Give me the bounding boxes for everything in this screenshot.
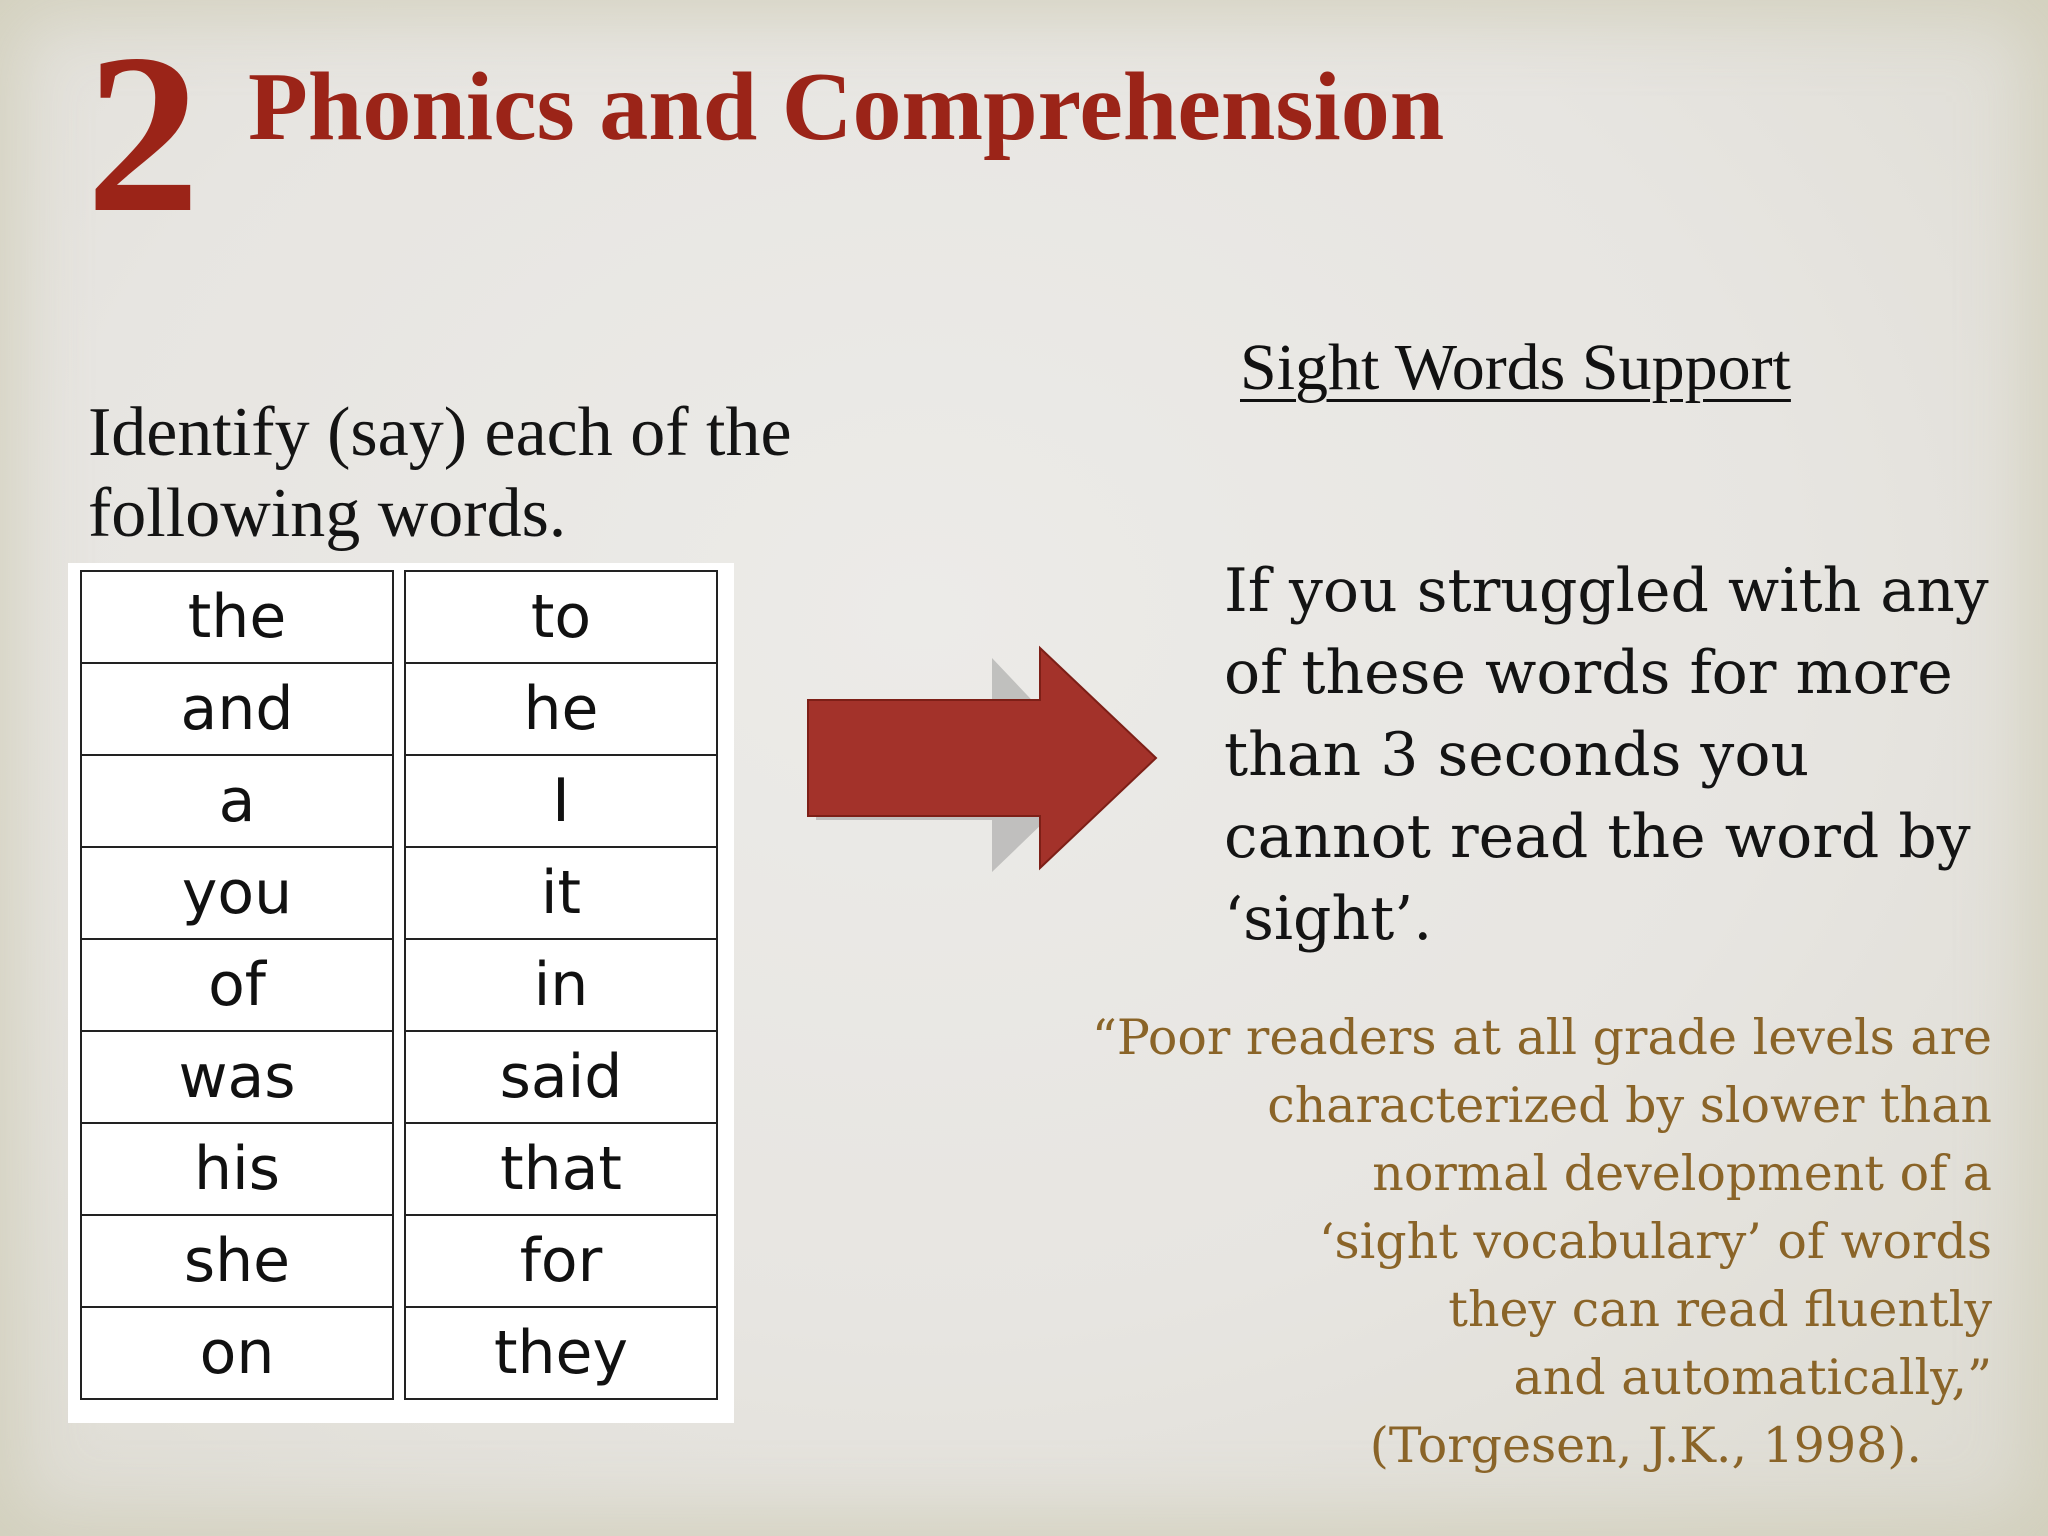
quote-line: normal development of a	[1372, 1145, 1992, 1202]
word-cell: that	[405, 1123, 717, 1215]
word-cell: it	[405, 847, 717, 939]
quote-line: “Poor readers at all grade levels are	[1091, 1009, 1992, 1066]
word-table-row	[81, 571, 717, 663]
quote-line: characterized by slower than	[1267, 1077, 1992, 1134]
word-table-row	[81, 1123, 717, 1215]
column-divider	[393, 1031, 405, 1123]
word-table-row	[81, 1307, 717, 1399]
slide-title: Phonics and Comprehension	[248, 53, 1445, 161]
right-arrow-icon	[800, 640, 1170, 880]
word-cell: the	[81, 571, 393, 663]
word-cell: a	[81, 755, 393, 847]
column-divider	[393, 939, 405, 1031]
column-divider	[393, 1307, 405, 1399]
slide-number: 2	[86, 8, 200, 260]
word-cell: of	[81, 939, 393, 1031]
column-divider	[393, 1123, 405, 1215]
column-divider	[393, 571, 405, 663]
quote-line: and automatically,”	[1513, 1349, 1992, 1406]
column-divider	[393, 663, 405, 755]
quote-citation: (Torgesen, J.K., 1998).	[1369, 1417, 1922, 1474]
quote-line: they can read fluently	[1448, 1281, 1992, 1338]
word-cell: said	[405, 1031, 717, 1123]
word-cell: in	[405, 939, 717, 1031]
word-cell: she	[81, 1215, 393, 1307]
word-cell: he	[405, 663, 717, 755]
word-cell: to	[405, 571, 717, 663]
support-text: If you struggled with any of these words for more than 3 seconds you cannot read the word by ‘sight’.	[1224, 556, 1989, 954]
word-table-row	[81, 1215, 717, 1307]
word-table-row	[81, 939, 717, 1031]
sight-word-table	[80, 570, 718, 1400]
section-heading: Sight Words Support	[1240, 331, 1791, 404]
sight-word-table-image	[68, 563, 734, 1423]
column-divider	[393, 755, 405, 847]
word-table-row	[81, 755, 717, 847]
word-table-row	[81, 847, 717, 939]
quote-line: ‘sight vocabulary’ of words	[1318, 1213, 1992, 1270]
quote-block	[1032, 1004, 1992, 1480]
word-cell: you	[81, 847, 393, 939]
column-divider	[393, 847, 405, 939]
instruction-text: Identify (say) each of the following words.	[88, 394, 792, 552]
word-cell: on	[81, 1307, 393, 1399]
word-cell: and	[81, 663, 393, 755]
word-table-row	[81, 1031, 717, 1123]
word-table-row	[81, 663, 717, 755]
word-cell: I	[405, 755, 717, 847]
column-divider	[393, 1215, 405, 1307]
word-cell: was	[81, 1031, 393, 1123]
word-cell: for	[405, 1215, 717, 1307]
word-cell: they	[405, 1307, 717, 1399]
word-cell: his	[81, 1123, 393, 1215]
